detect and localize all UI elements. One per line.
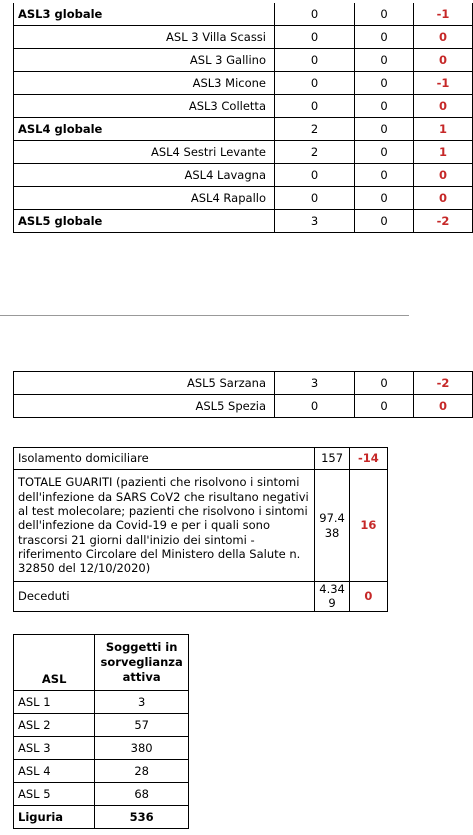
asl-variation: 1 (414, 118, 473, 141)
asl-table-bottom (13, 371, 473, 418)
asl-variation: 0 (414, 164, 473, 187)
asl-value-b: 0 (355, 118, 414, 141)
deceduti-variation: 0 (349, 582, 387, 612)
table-row (14, 372, 473, 395)
table-row (14, 395, 473, 418)
surveillance-value: 57 (95, 714, 189, 737)
surveillance-value: 380 (95, 737, 189, 760)
asl-variation: -1 (414, 72, 473, 95)
table-row (14, 164, 473, 187)
asl-value-a: 0 (275, 26, 355, 49)
section-divider (0, 315, 409, 316)
asl-name: ASL4 globale (14, 118, 275, 141)
asl-value-b: 0 (355, 26, 414, 49)
asl-value-b: 0 (355, 164, 414, 187)
asl-value-a: 0 (275, 395, 355, 418)
asl-variation: 1 (414, 141, 473, 164)
asl-table-top (13, 3, 473, 233)
asl-name: ASL4 Lavagna (14, 164, 275, 187)
asl-name: ASL4 Sestri Levante (14, 141, 275, 164)
isolamento-value: 157 (315, 448, 349, 470)
surveillance-value: 28 (95, 760, 189, 783)
surveillance-asl: ASL 1 (14, 691, 95, 714)
guariti-label: TOTALE GUARITI (pazienti che risolvono i sintomi dell'infezione da SARS CoV2 che risultano negativi al test molecolare; pazienti che risolvono i sintomi dell'infezione da Covid-19 e per i quali sono trascorsi 21 giorni dall'inizio dei sintomi - riferimento Circolare del Ministero della Salute n. 32850 del 12/10/2020) (14, 470, 315, 582)
asl-name: ASL4 Rapallo (14, 187, 275, 210)
table-row (14, 582, 388, 612)
asl-variation: 0 (414, 395, 473, 418)
asl-value-a: 0 (275, 72, 355, 95)
surveillance-asl: ASL 5 (14, 783, 95, 806)
asl-name: ASL5 globale (14, 210, 275, 233)
table-row (14, 691, 189, 714)
asl-value-b: 0 (355, 395, 414, 418)
isolamento-variation: -14 (349, 448, 387, 470)
asl-value-b: 0 (355, 141, 414, 164)
table-row (14, 737, 189, 760)
guariti-value: 97.438 (315, 470, 349, 582)
asl-name: ASL3 Colletta (14, 95, 275, 118)
asl-value-b: 0 (355, 210, 414, 233)
table-row (14, 72, 473, 95)
deceduti-value: 4.349 (315, 582, 349, 612)
table-row (14, 3, 473, 26)
asl-name: ASL 3 Villa Scassi (14, 26, 275, 49)
asl-value-a: 0 (275, 95, 355, 118)
asl-variation: 0 (414, 26, 473, 49)
asl-name: ASL3 Micone (14, 72, 275, 95)
surveillance-value: 68 (95, 783, 189, 806)
table-row (14, 448, 388, 470)
asl-value-a: 0 (275, 49, 355, 72)
summary-table (13, 447, 388, 612)
asl-value-b: 0 (355, 72, 414, 95)
surveillance-total-value: 536 (95, 806, 189, 829)
asl-value-b: 0 (355, 3, 414, 26)
asl-value-a: 2 (275, 141, 355, 164)
surveillance-asl: ASL 4 (14, 760, 95, 783)
asl-value-b: 0 (355, 372, 414, 395)
header-soggetti: Soggetti in sorveglianza attiva (95, 635, 189, 691)
surveillance-table (13, 634, 189, 829)
table-row (14, 141, 473, 164)
table-row (14, 470, 388, 582)
asl-name: ASL5 Sarzana (14, 372, 275, 395)
surveillance-asl: ASL 3 (14, 737, 95, 760)
table-row (14, 187, 473, 210)
table-row (14, 26, 473, 49)
asl-variation: -1 (414, 3, 473, 26)
asl-value-a: 3 (275, 210, 355, 233)
asl-value-b: 0 (355, 49, 414, 72)
asl-variation: -2 (414, 210, 473, 233)
asl-name: ASL3 globale (14, 3, 275, 26)
table-row (14, 210, 473, 233)
isolamento-label: Isolamento domiciliare (14, 448, 315, 470)
table-row-total (14, 806, 189, 829)
asl-variation: 0 (414, 49, 473, 72)
table-header-row (14, 635, 189, 691)
table-row (14, 714, 189, 737)
asl-variation: 0 (414, 95, 473, 118)
asl-name: ASL 3 Gallino (14, 49, 275, 72)
table-row (14, 95, 473, 118)
table-row (14, 49, 473, 72)
table-row (14, 783, 189, 806)
surveillance-asl: ASL 2 (14, 714, 95, 737)
header-asl: ASL (14, 635, 95, 691)
asl-variation: -2 (414, 372, 473, 395)
asl-value-a: 2 (275, 118, 355, 141)
table-row (14, 760, 189, 783)
guariti-variation: 16 (349, 470, 387, 582)
asl-value-a: 0 (275, 3, 355, 26)
surveillance-total-label: Liguria (14, 806, 95, 829)
asl-value-b: 0 (355, 187, 414, 210)
asl-value-b: 0 (355, 95, 414, 118)
asl-variation: 0 (414, 187, 473, 210)
asl-value-a: 0 (275, 164, 355, 187)
surveillance-value: 3 (95, 691, 189, 714)
deceduti-label: Deceduti (14, 582, 315, 612)
asl-name: ASL5 Spezia (14, 395, 275, 418)
table-row (14, 118, 473, 141)
asl-value-a: 0 (275, 187, 355, 210)
asl-value-a: 3 (275, 372, 355, 395)
